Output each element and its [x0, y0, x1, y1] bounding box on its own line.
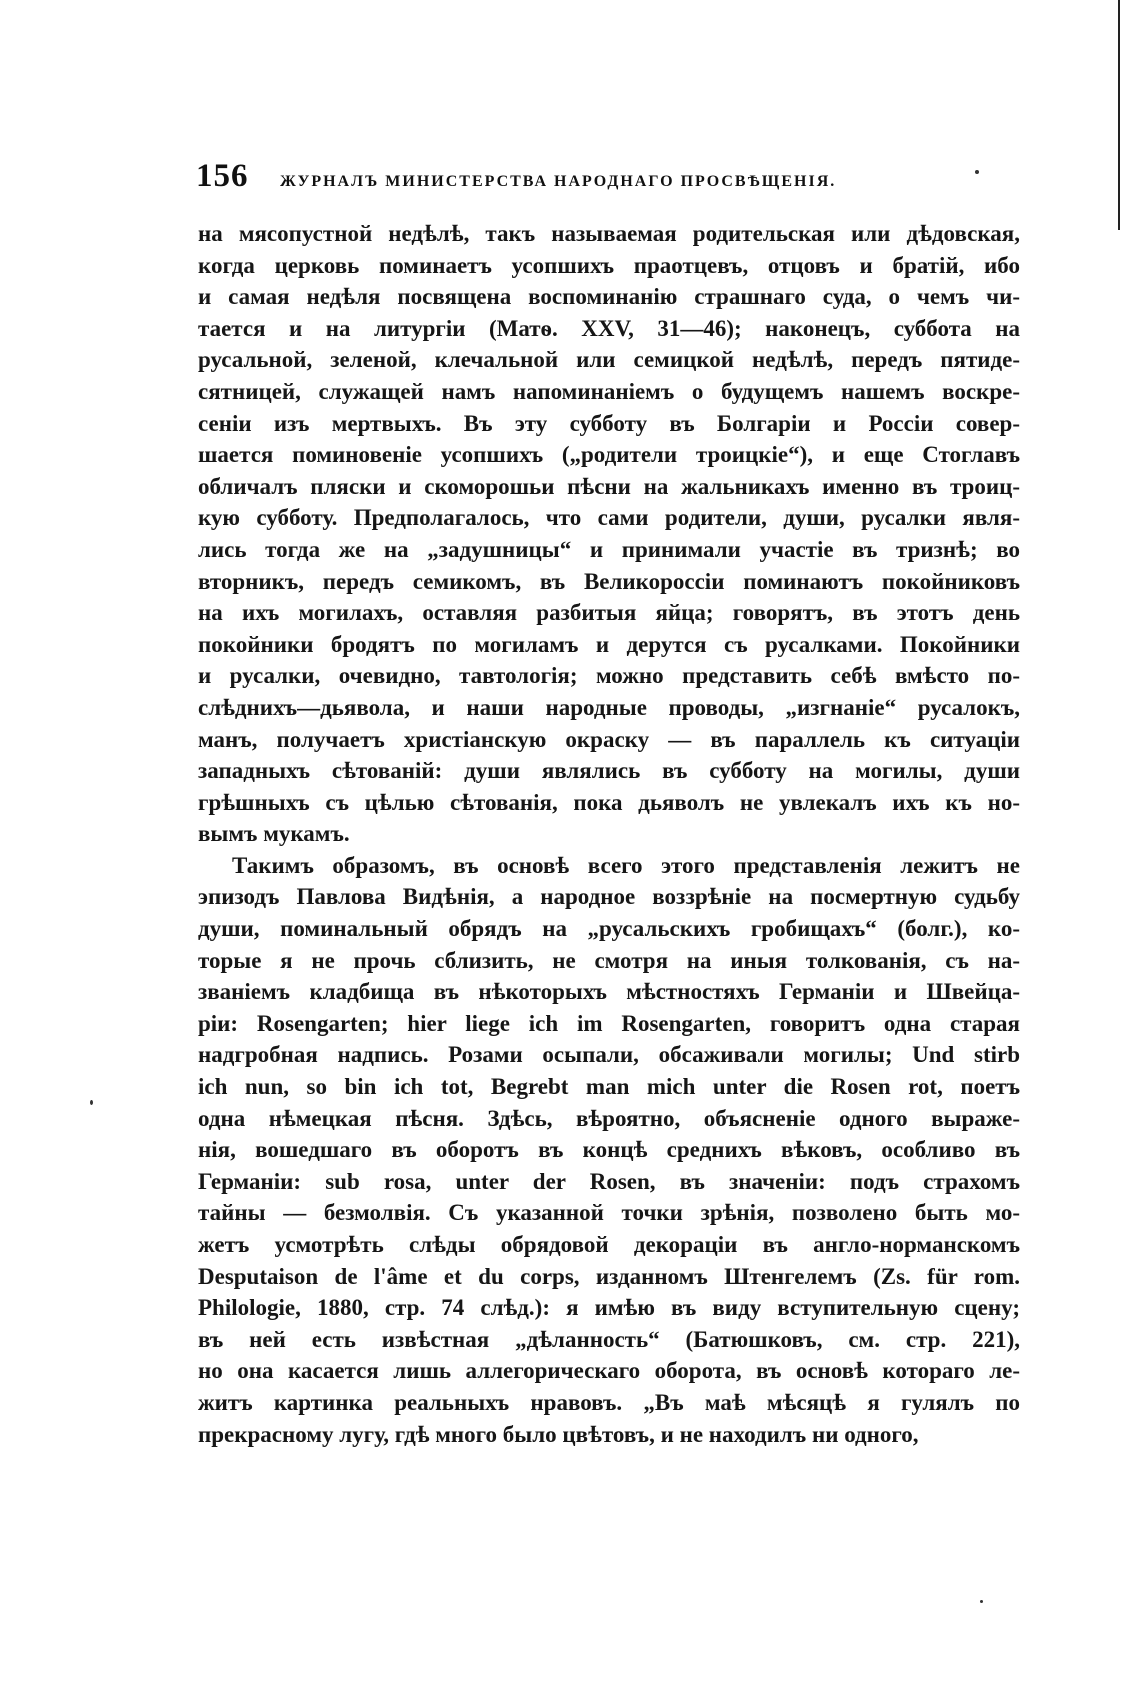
text-line: вымъ мукамъ.: [198, 821, 350, 847]
text-line: обличалъ пляски и скоморошьи пѣсни на жальникахъ именно въ троиц-: [198, 473, 1020, 499]
page-header: [196, 158, 1026, 198]
text-line: покойники бродятъ по могиламъ и дерутся съ русалками. Покойники: [198, 631, 1020, 657]
paragraph-2: [198, 850, 1020, 1450]
text-line: но она касается лишь аллегорическаго оборота, въ основѣ котораго ле-: [198, 1358, 1020, 1384]
text-line: сеніи изъ мертвыхъ. Въ эту субботу въ Болгаріи и Россіи совер-: [198, 410, 1020, 436]
text-line: души, поминальный обрядъ на „русальскихъ гробищахъ“ (болг.), ко-: [198, 916, 1020, 942]
page-edge-rule: [1118, 0, 1120, 230]
scan-speck: [90, 1100, 93, 1105]
text-line: западныхъ сѣтованій: души являлись въ субботу на могилы, души: [198, 758, 1020, 784]
text-line: въ ней есть извѣстная „дѣланность“ (Батюшковъ, см. стр. 221),: [198, 1326, 1020, 1352]
text-line: и русалки, очевидно, тавтологія; можно представить себѣ вмѣсто по-: [198, 663, 1020, 689]
text-line: Германіи: sub rosa, unter der Rosen, въ значеніи: подъ страхомъ: [198, 1168, 1020, 1194]
body-text: [198, 218, 1020, 1450]
page-number: 156: [196, 158, 249, 194]
text-line: Такимъ образомъ, въ основѣ всего этого представленія лежитъ не: [232, 852, 1020, 878]
text-line: и самая недѣля посвящена воспоминанію страшнаго суда, о чемъ чи-: [198, 284, 1020, 310]
text-line: званіемъ кладбища въ нѣкоторыхъ мѣстностяхъ Германіи и Швейца-: [198, 979, 1020, 1005]
paragraph-1: [198, 218, 1020, 850]
running-title: ЖУРНАЛЪ МИНИСТЕРСТВА НАРОДНАГО ПРОСВѢЩЕНІЯ.: [280, 173, 837, 190]
text-line: тается и на литургіи (Матѳ. XXV, 31—46); наконецъ, суббота на: [198, 315, 1020, 341]
text-line: ich nun, so bin ich tot, Begrebt man mich unter die Rosen rot, поетъ: [198, 1074, 1020, 1100]
text-line: надгробная надпись. Розами осыпали, обсаживали могилы; Und stirb: [198, 1042, 1020, 1068]
text-line: на ихъ могилахъ, оставляя разбитыя яйца; говорятъ, въ этотъ день: [198, 600, 1020, 626]
text-line: лись тогда же на „задушницы“ и принимали участіе въ тризнѣ; во: [198, 536, 1020, 562]
text-line: жетъ усмотрѣть слѣды обрядовой декораціи въ англо-норманскомъ: [198, 1232, 1020, 1257]
text-line: прекрасному лугу, гдѣ много было цвѣтовъ, и не находилъ ни одного,: [198, 1421, 919, 1447]
text-line: манъ, получаетъ христіанскую окраску — въ параллель къ ситуаціи: [198, 726, 1020, 752]
text-line: Philologie, 1880, стр. 74 слѣд.): я имѣю въ виду вступительную сцену;: [198, 1295, 1020, 1321]
text-line: житъ картинка реальныхъ нравовъ. „Въ маѣ мѣсяцѣ я гулялъ по: [198, 1389, 1020, 1415]
text-line: сятницей, служащей намъ напоминаніемъ о будущемъ нашемъ воскре-: [198, 378, 1020, 404]
text-line: грѣшныхъ съ цѣлью сѣтованія, пока дьяволъ не увлекалъ ихъ къ но-: [198, 789, 1020, 815]
text-line: кую субботу. Предполагалось, что сами родители, души, русалки явля-: [198, 505, 1020, 531]
text-line: шается поминовеніе усопшихъ („родители троицкіе“), и еще Стоглавъ: [198, 442, 1020, 468]
text-line: слѣднихъ—дьявола, и наши народные проводы, „изгнаніе“ русалокъ,: [198, 694, 1020, 720]
text-line: торые я не прочь сблизить, не смотря на иныя толкованія, съ на-: [198, 947, 1020, 973]
text-line: на мясопустной недѣлѣ, такъ называемая родительская или дѣдовская,: [198, 221, 1020, 246]
text-line: одна нѣмецкая пѣсня. Здѣсь, вѣроятно, объясненіе одного выраже-: [198, 1105, 1020, 1131]
text-line: нія, вошедшаго въ оборотъ въ концѣ среднихъ вѣковъ, особливо въ: [198, 1137, 1020, 1163]
text-line: вторникъ, передъ семикомъ, въ Великороссіи поминаютъ покойниковъ: [198, 568, 1020, 594]
text-line: когда церковь поминаетъ усопшихъ праотцевъ, отцовъ и братій, ибо: [198, 252, 1020, 278]
text-line: эпизодъ Павлова Видѣнія, а народное воззрѣніе на посмертную судьбу: [198, 884, 1020, 910]
text-line: Desputaison de l'âme et du corps, изданномъ Штенгелемъ (Zs. für rom.: [198, 1263, 1020, 1289]
text-line: русальной, зеленой, клечальной или семицкой недѣлѣ, передъ пятиде-: [198, 347, 1020, 373]
text-line: ріи: Rosengarten; hier liege ich im Rosengarten, говоритъ одна старая: [198, 1010, 1020, 1036]
text-line: тайны — безмолвія. Съ указанной точки зрѣнія, позволено быть мо-: [198, 1200, 1020, 1226]
scan-speck: [980, 1600, 983, 1603]
